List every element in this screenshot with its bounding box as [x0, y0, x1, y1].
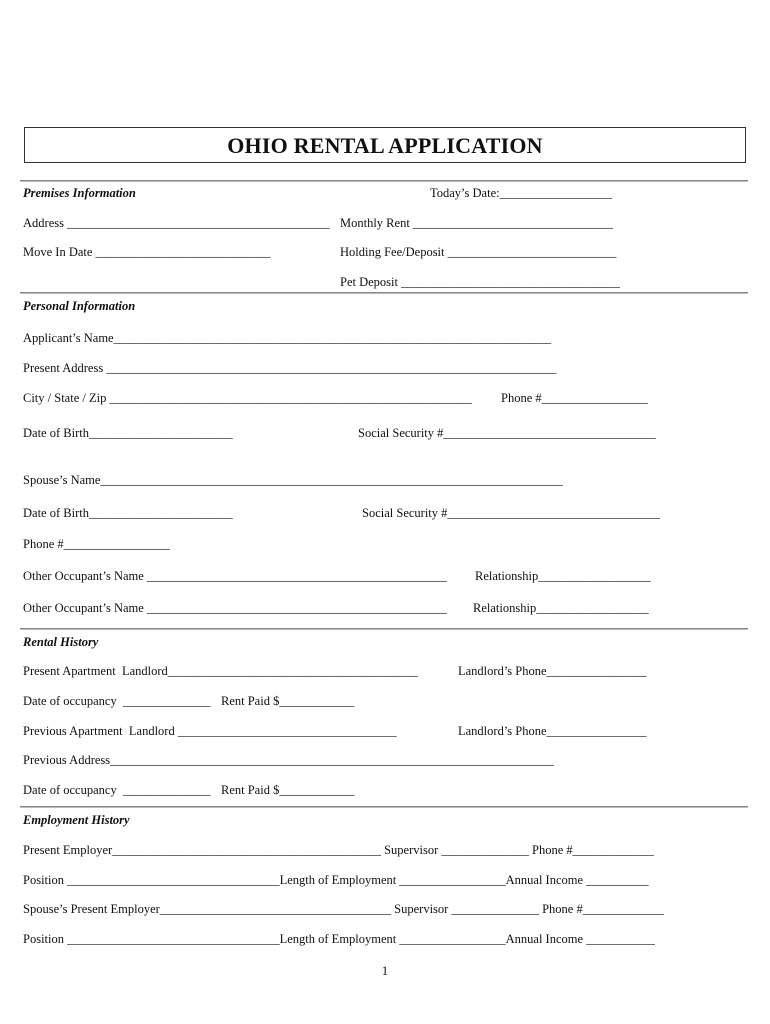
previous-landlord-phone-field[interactable]: Landlord’s Phone________________	[458, 724, 647, 738]
section-divider	[20, 180, 748, 182]
move-in-date-field[interactable]: Move In Date ____________________________	[23, 245, 271, 259]
applicant-name-field[interactable]: Applicant’s Name______________________________________________________________________	[23, 331, 552, 345]
occupant2-name-field[interactable]: Other Occupant’s Name ________________________________________________	[23, 601, 447, 615]
rent-paid-field[interactable]: Rent Paid $____________	[221, 783, 355, 797]
occupant1-relationship-field[interactable]: Relationship__________________	[475, 569, 651, 583]
section-divider	[20, 292, 748, 294]
rent-paid-field[interactable]: Rent Paid $____________	[221, 694, 355, 708]
monthly-rent-field[interactable]: Monthly Rent ________________________________	[340, 216, 613, 230]
premises-heading: Premises Information	[23, 186, 136, 200]
phone-field[interactable]: Phone #_________________	[501, 391, 648, 405]
occupant1-name-field[interactable]: Other Occupant’s Name ________________________________________________	[23, 569, 447, 583]
employment-heading: Employment History	[23, 813, 130, 827]
personal-heading: Personal Information	[23, 299, 136, 313]
date-of-occupancy-field[interactable]: Date of occupancy ______________	[23, 694, 211, 708]
spouse-ssn-field[interactable]: Social Security #__________________________________	[362, 506, 660, 520]
spouse-dob-field[interactable]: Date of Birth_______________________	[23, 506, 233, 520]
ssn-field[interactable]: Social Security #__________________________________	[358, 426, 656, 440]
page-number: 1	[381, 963, 389, 978]
todays-date-field[interactable]: Today’s Date:__________________	[430, 186, 613, 200]
date-of-occupancy-field[interactable]: Date of occupancy ______________	[23, 783, 211, 797]
previous-address-field[interactable]: Previous Address_______________________________________________________________________	[23, 753, 554, 767]
occupant2-relationship-field[interactable]: Relationship__________________	[473, 601, 649, 615]
present-landlord-phone-field[interactable]: Landlord’s Phone________________	[458, 664, 647, 678]
document-title: OHIO RENTAL APPLICATION	[227, 133, 543, 158]
city-state-zip-field[interactable]: City / State / Zip __________________________________________________________	[23, 391, 472, 405]
holding-fee-field[interactable]: Holding Fee/Deposit ___________________________	[340, 245, 617, 259]
address-field[interactable]: Address __________________________________________	[23, 216, 330, 230]
pet-deposit-field[interactable]: Pet Deposit ___________________________________	[340, 275, 620, 289]
rental-heading: Rental History	[23, 635, 99, 649]
section-divider	[20, 628, 748, 630]
present-address-field[interactable]: Present Address ________________________________________________________________________	[23, 361, 557, 375]
spouse-phone-field[interactable]: Phone #_________________	[23, 537, 170, 551]
spouse-employer-row[interactable]: Spouse’s Present Employer_____________________________________ Supervisor ______________ Phone #_____________	[23, 902, 664, 916]
spouse-name-field[interactable]: Spouse’s Name__________________________________________________________________________	[23, 473, 563, 487]
section-divider	[20, 806, 748, 808]
document-title-box	[24, 127, 746, 163]
position-row[interactable]: Position __________________________________Length of Employment _________________Annual Income __________	[23, 873, 649, 887]
present-landlord-field[interactable]: Present Apartment Landlord________________________________________	[23, 664, 418, 678]
previous-landlord-field[interactable]: Previous Apartment Landlord ___________________________________	[23, 724, 397, 738]
present-employer-row[interactable]: Present Employer___________________________________________ Supervisor ______________ Phone #_____________	[23, 843, 654, 857]
dob-field[interactable]: Date of Birth_______________________	[23, 426, 233, 440]
position-row[interactable]: Position __________________________________Length of Employment _________________Annual Income ___________	[23, 932, 655, 946]
